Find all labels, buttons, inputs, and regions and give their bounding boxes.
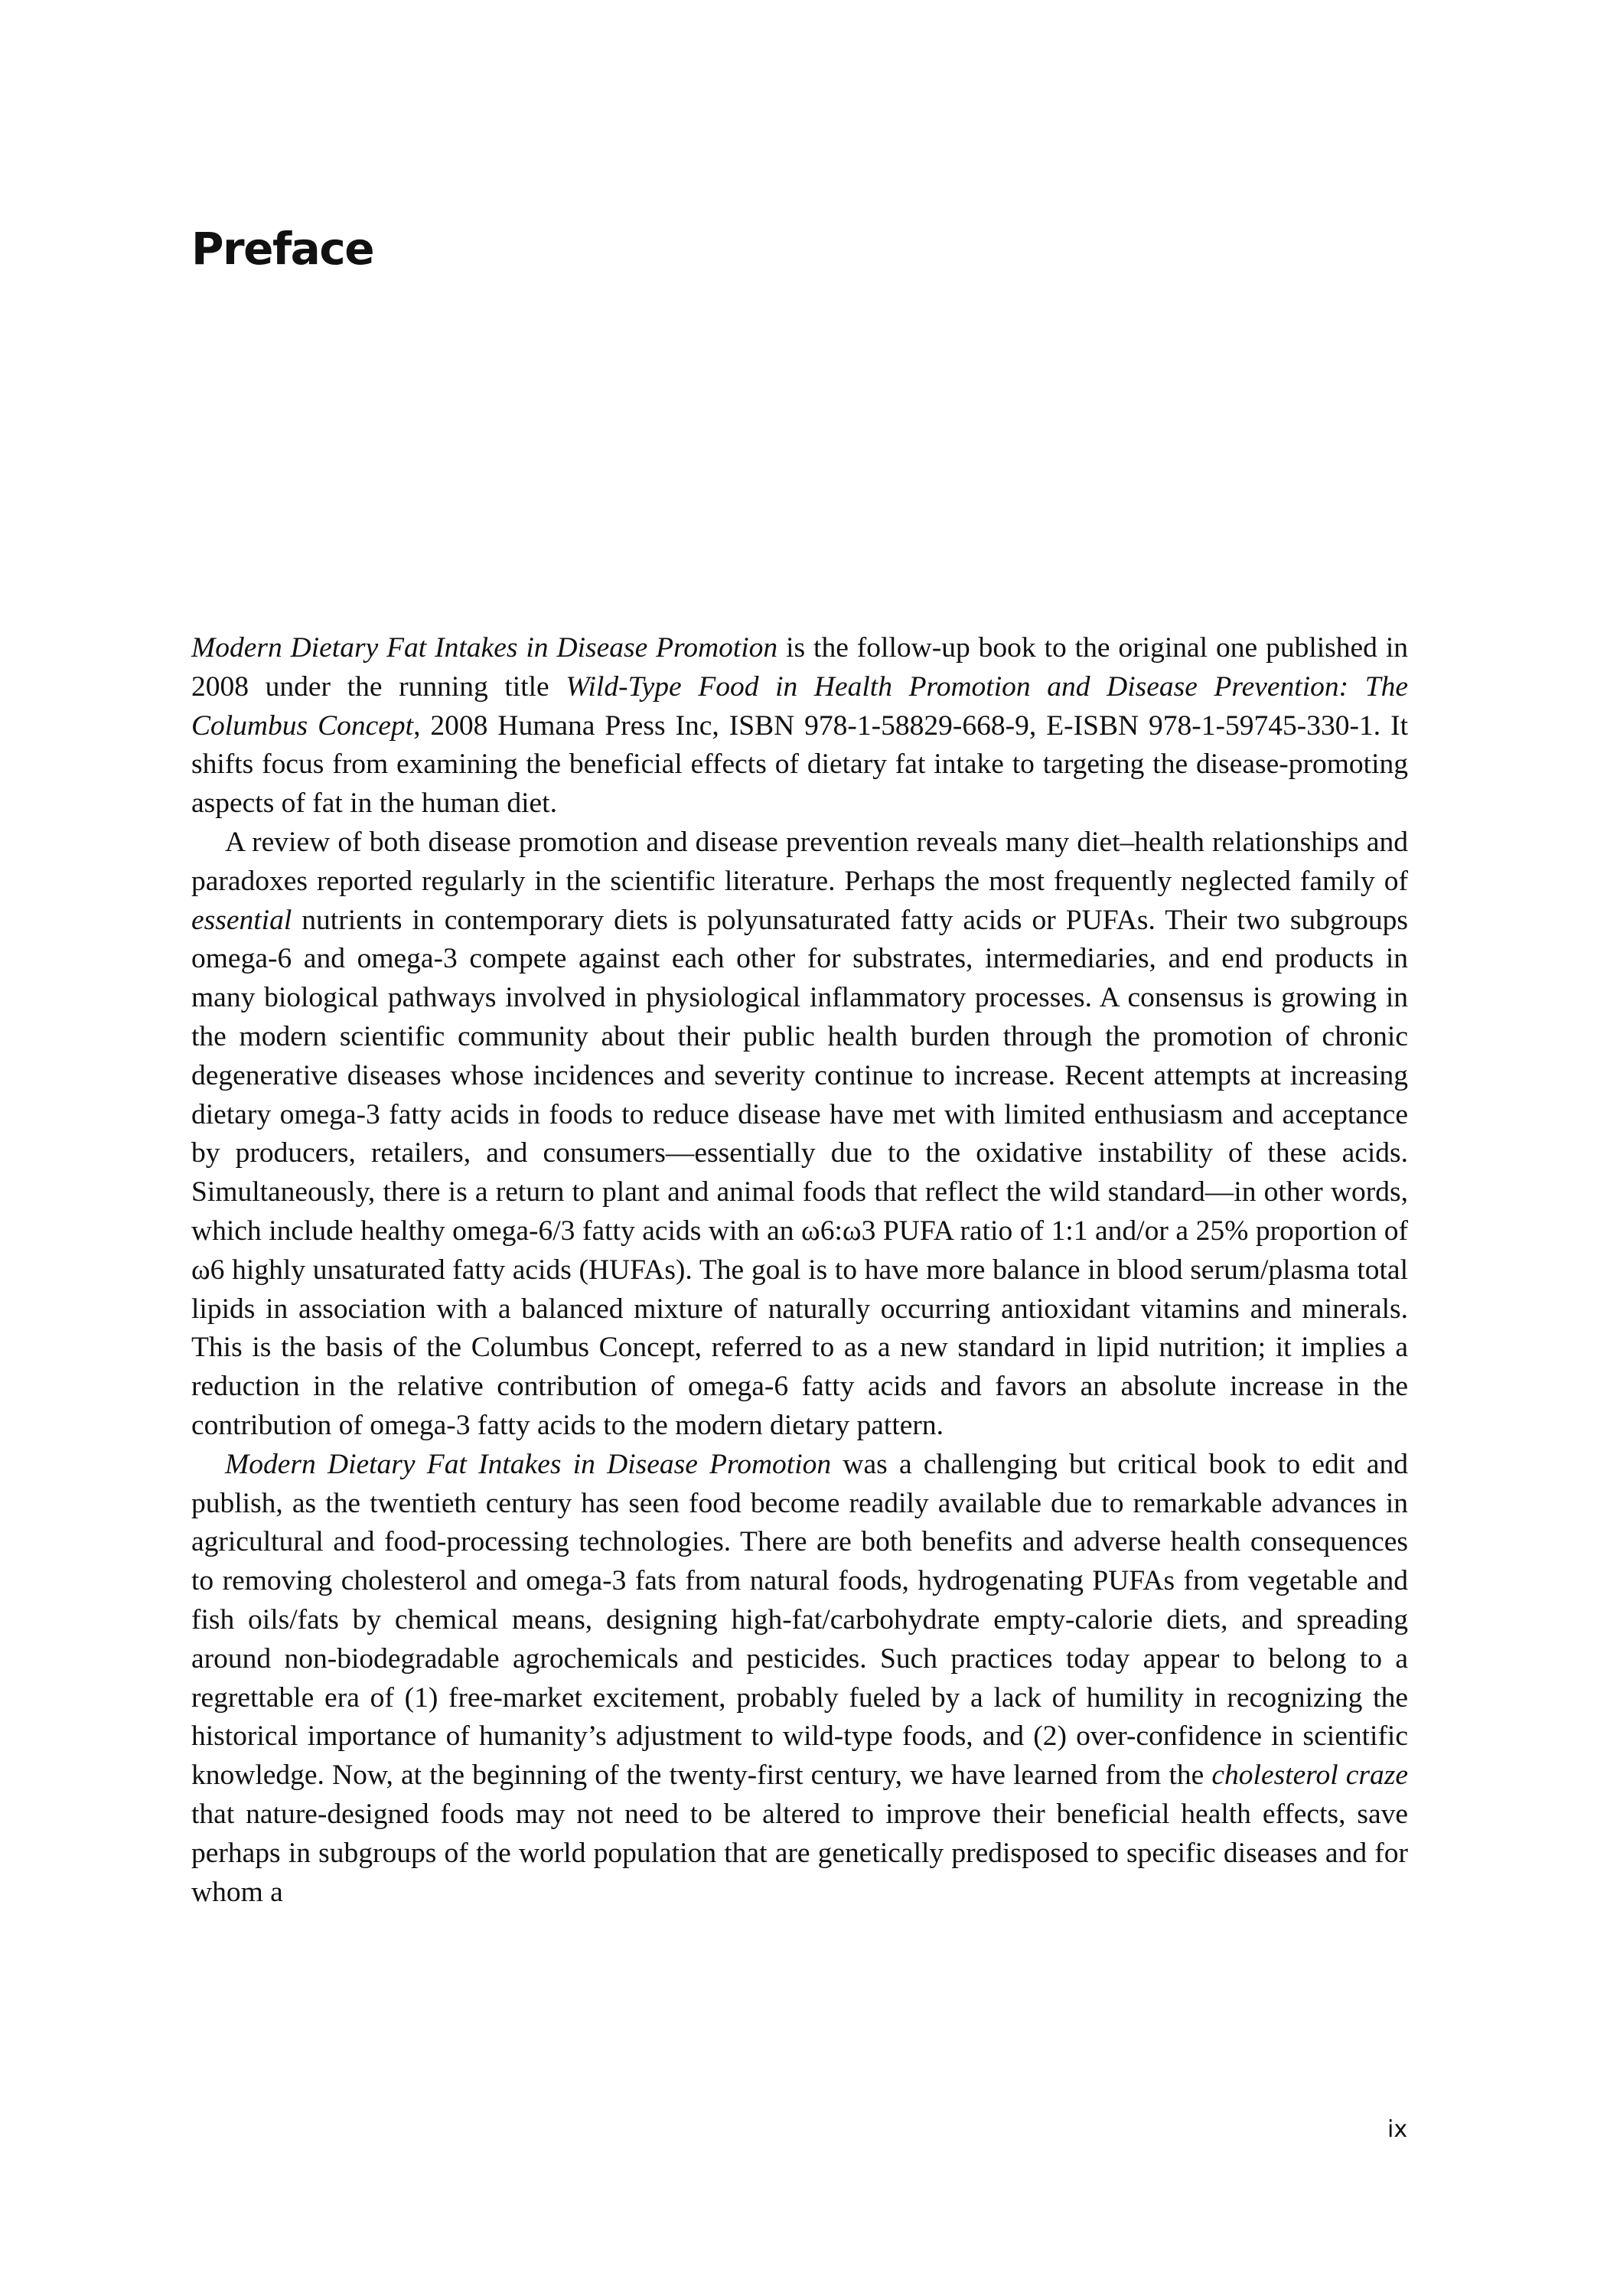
book-title-italic: Modern Dietary Fat Intakes in Disease Promotion bbox=[191, 632, 778, 664]
paragraph-text: nutrients in contemporary diets is polyunsaturated fatty acids or PUFAs. Their two subgroups omega-6 and omega-3 compete against each other for substrates, intermediaries, and end products in many biological pathways involved in physiological inflammatory processes. A consensus is growing in the modern scientific community about their public health burden through the promotion of chronic degenerative diseases whose incidences and severity continue to increase. Recent attempts at increasing dietary omega-3 fatty acids in foods to reduce disease have met with limited enthusiasm and acceptance by producers, retailers, and consumers—essentially due to the oxidative instability of these acids. Simultaneously, there is a return to plant and animal foods that reflect the wild standard—in other words, which include healthy omega-6/3 fatty acids with an ω6:ω3 PUFA ratio of 1:1 and/or a 25% proportion of ω6 highly unsaturated fatty acids (HUFAs). The goal is to have more balance in blood serum/plasma total lipids in association with a balanced mixture of naturally occurring antioxidant vitamins and minerals. This is the basis of the Columbus Concept, referred to as a new standard in lipid nutrition; it implies a reduction in the relative contribution of omega-6 fatty acids and favors an absolute increase in the contribution of omega-3 fatty acids to the modern dietary pattern. bbox=[191, 904, 1408, 1441]
preface-body bbox=[191, 629, 1408, 1912]
chapter-heading: Preface bbox=[191, 223, 374, 275]
paragraph-text: , 2008 Humana Press Inc, ISBN 978-1-58829-668-9, E-ISBN 978-1-59745-330-1. It shifts focus from examining the beneficial effects of dietary fat intake to targeting the disease-promoting aspects of fat in the human diet. bbox=[191, 709, 1408, 820]
paragraph-text: is the follow-up book to the original one published in 2008 under the running title bbox=[191, 632, 1408, 703]
paragraph-3 bbox=[191, 1446, 1408, 1913]
paragraph-2 bbox=[191, 823, 1408, 1446]
original-book-title-italic: Wild-Type Food in Health Promotion and Disease Prevention: The Columbus Concept bbox=[191, 670, 1408, 742]
paragraph-text: that nature-designed foods may not need to be altered to improve their beneficial health effects, save perhaps in subgroups of the world population that are genetically predisposed to specific diseases and for whom a bbox=[191, 1798, 1408, 1908]
emphasis-italic: essential bbox=[191, 904, 292, 936]
paragraph-1 bbox=[191, 629, 1408, 823]
paragraph-text: A review of both disease promotion and disease prevention reveals many diet–health relationships and paradoxes reported regularly in the scientific literature. Perhaps the most frequently neglected family of bbox=[191, 826, 1408, 897]
emphasis-italic: cholesterol craze bbox=[1211, 1760, 1408, 1792]
book-title-italic: Modern Dietary Fat Intakes in Disease Promotion bbox=[225, 1448, 832, 1480]
page-number: ix bbox=[1387, 2116, 1408, 2143]
paragraph-text: was a challenging but critical book to edit and publish, as the twentieth century has seen food become readily available due to remarkable advances in agricultural and food-processing technologies. There are both benefits and adverse health consequences to removing cholesterol and omega-3 fats from natural foods, hydrogenating PUFAs from vegetable and fish oils/fats by chemical means, designing high-fat/carbohydrate empty-calorie diets, and spreading around non-biodegradable agrochemicals and pesticides. Such practices today appear to belong to a regrettable era of (1) free-market excitement, probably fueled by a lack of humility in recognizing the historical importance of humanity’s adjustment to wild-type foods, and (2) over-confidence in scientific knowledge. Now, at the beginning of the twenty-first century, we have learned from the bbox=[191, 1448, 1408, 1792]
